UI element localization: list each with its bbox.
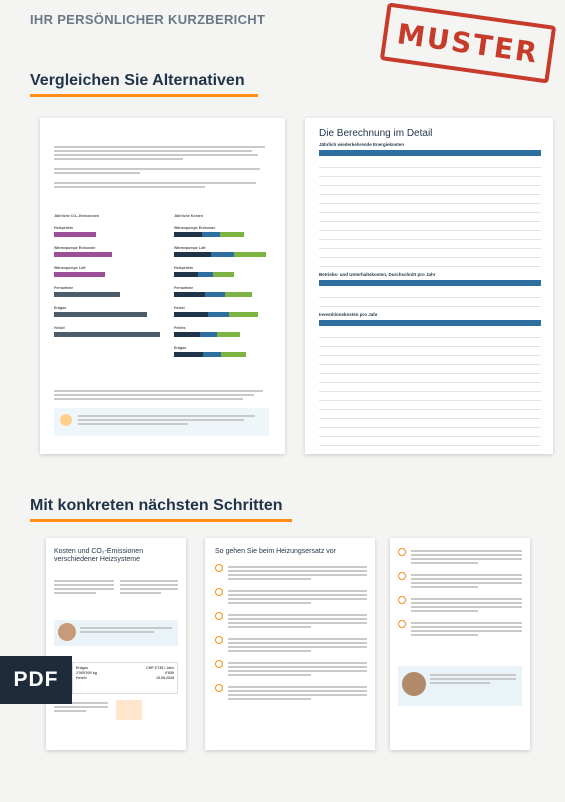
cost-bar-list <box>174 226 274 366</box>
document-page-summary <box>46 538 186 750</box>
section-underline <box>30 94 258 97</box>
table-header-3 <box>319 320 541 326</box>
muster-stamp: MUSTER <box>380 2 556 83</box>
document-page-comparison <box>40 118 285 454</box>
step-number-icon <box>215 564 223 572</box>
cost-bar <box>174 351 246 358</box>
step-number-icon <box>398 572 406 580</box>
step-item <box>215 588 367 606</box>
cost-bar <box>174 251 266 258</box>
lightbulb-icon <box>60 414 72 426</box>
section-title-alternatives: Vergleichen Sie Alternativen <box>30 72 245 89</box>
step-number-icon <box>215 612 223 620</box>
step-item <box>398 548 522 566</box>
co2-heading: Jährliche CO₂-Emissionen <box>54 214 100 218</box>
step-item <box>215 564 367 582</box>
pdf-badge: PDF <box>0 656 72 704</box>
avatar <box>402 672 426 696</box>
summary-title: Kosten und CO₂-Emissionen verschiedener Heizsysteme <box>54 548 144 563</box>
result-row: Erdgas CHF 3'735 / Jahr <box>76 666 174 670</box>
step-number-icon <box>215 636 223 644</box>
calc-subtitle: Jährlich wiederkehrende Energiekosten <box>319 142 405 147</box>
energy-cost-table <box>319 158 541 267</box>
co2-bar <box>54 312 147 317</box>
step-item <box>398 620 522 638</box>
step-number-icon <box>215 588 223 596</box>
co2-bar-list <box>54 226 160 346</box>
co2-item-label: Holzpellets <box>54 226 73 230</box>
step-number-icon <box>398 548 406 556</box>
cost-bar <box>174 331 240 338</box>
cost-bar <box>174 311 258 318</box>
cost-item-label: Holzpellets <box>174 266 193 270</box>
step-number-icon <box>398 596 406 604</box>
co2-bar <box>54 332 160 337</box>
tip-box <box>54 408 269 436</box>
result-row: Heizöl 15.08.2028 <box>76 676 174 680</box>
document-page-followup <box>390 538 530 750</box>
cost-item-label: Wärmepumpe Erdsonde <box>174 226 216 230</box>
co2-item-label: Wärmepumpe Luft <box>54 266 86 270</box>
cost-item-label: Pellets <box>174 326 186 330</box>
operating-costs-heading: Betriebs- und Unterhaltskosten, Durchschnitt pro Jahr <box>319 272 436 277</box>
document-page-steps <box>205 538 375 750</box>
section-underline-2 <box>30 519 292 522</box>
investment-heading: Investitionskosten pro Jahr <box>319 312 378 317</box>
step-number-icon <box>215 684 223 692</box>
step-number-icon <box>398 620 406 628</box>
step-item <box>215 660 367 678</box>
step-item <box>215 612 367 630</box>
co2-item-label: Fernwärme <box>54 286 74 290</box>
footnote-text <box>54 388 269 402</box>
followup-list <box>398 548 522 644</box>
co2-item-label: Heizöl <box>54 326 65 330</box>
cost-bar <box>174 231 244 238</box>
contact-box <box>398 666 522 706</box>
step-number-icon <box>215 660 223 668</box>
document-page-calculation <box>305 118 553 454</box>
table-header-2 <box>319 280 541 286</box>
calc-title: Die Berechnung im Detail <box>319 128 433 139</box>
operating-cost-table <box>319 288 541 307</box>
cost-bar <box>174 271 234 278</box>
cost-bar <box>174 291 252 298</box>
cost-item-label: Heizöl <box>174 306 185 310</box>
investment-table <box>319 328 541 446</box>
section-title-next-steps: Mit konkreten nächsten Schritten <box>30 497 283 514</box>
steps-title: So gehen Sie beim Heizungsersatz vor <box>215 548 337 555</box>
cost-item-label: Wärmepumpe Luft <box>174 246 206 250</box>
step-item <box>398 596 522 614</box>
intro-text <box>54 144 269 190</box>
co2-bar <box>54 252 112 257</box>
chart-thumbnail <box>116 700 142 720</box>
report-title: IHR PERSÖNLICHER KURZBERICHT <box>30 12 266 27</box>
table-header <box>319 150 541 156</box>
result-table <box>72 662 178 694</box>
step-item <box>398 572 522 590</box>
co2-item-label: Wärmepumpe Erdsonde <box>54 246 96 250</box>
co2-item-label: Erdgas <box>54 306 67 310</box>
result-row: 2'065'000 kg 6'830 <box>76 671 174 675</box>
avatar <box>58 623 76 641</box>
co2-bar <box>54 232 96 237</box>
step-item <box>215 684 367 702</box>
cost-heading: Jährliche Kosten <box>174 214 203 218</box>
advisor-box <box>54 620 178 646</box>
co2-bar <box>54 272 105 277</box>
steps-list <box>215 564 367 708</box>
step-item <box>215 636 367 654</box>
co2-bar <box>54 292 120 297</box>
cost-item-label: Erdgas <box>174 346 187 350</box>
cost-item-label: Fernwärme <box>174 286 194 290</box>
